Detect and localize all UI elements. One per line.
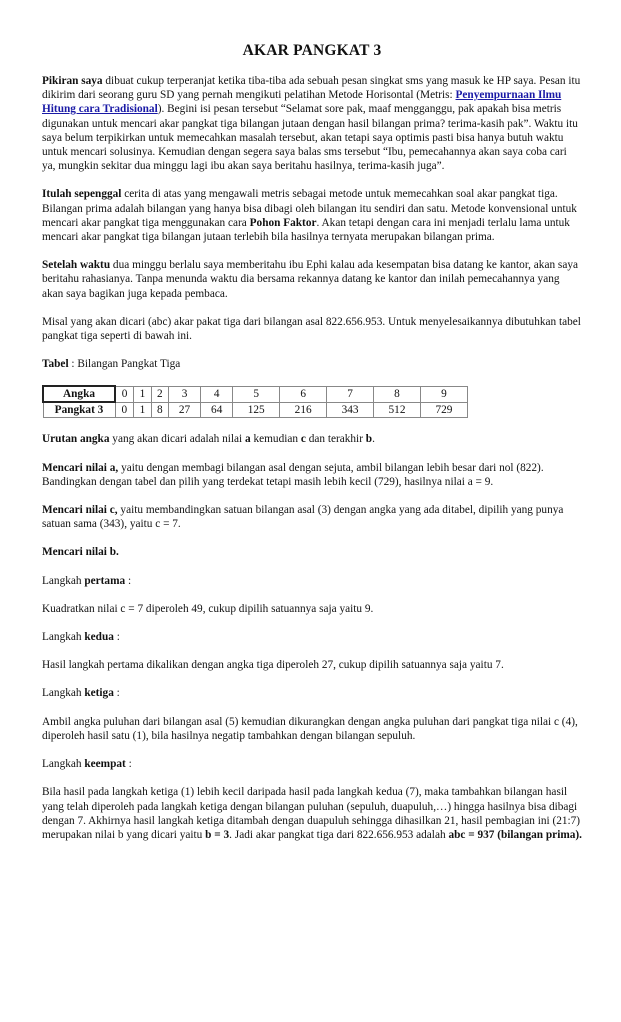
table-cell: 1 bbox=[134, 402, 151, 418]
step-suffix: : bbox=[113, 631, 120, 644]
body-text: cerita di atas yang mengawali metris sebagai metode untuk memecahkan soal akar pangkat tiga. Bilangan prima adalah bilangan yang hanya bisa dibagi oleh bilangan itu sendiri dan satu. Metode konvensional untuk mencari akar pangkat tiga menggunakan cara bbox=[42, 188, 577, 229]
step-suffix: : bbox=[113, 687, 120, 700]
step-prefix: Langkah bbox=[42, 758, 85, 771]
heading-find-b bbox=[42, 545, 582, 559]
lead-text: Mencari nilai c, bbox=[42, 504, 118, 517]
var-a: a bbox=[245, 433, 251, 446]
lead-text: Itulah sepenggal bbox=[42, 188, 122, 201]
table-cell: 7 bbox=[327, 386, 374, 402]
table-cell: 27 bbox=[168, 402, 200, 418]
table-cell: 1 bbox=[134, 386, 151, 402]
row-header-angka: Angka bbox=[43, 386, 115, 402]
bold-term: Pohon Faktor bbox=[249, 216, 317, 229]
table-cell: 216 bbox=[280, 402, 327, 418]
step-name: kedua bbox=[84, 631, 114, 644]
paragraph-order bbox=[42, 432, 582, 446]
var-b: b bbox=[365, 433, 373, 446]
lead-text: Pikiran saya bbox=[42, 75, 103, 87]
var-c: c bbox=[300, 433, 306, 446]
row-header-pangkat: Pangkat 3 bbox=[43, 402, 115, 418]
caption-lead: Tabel bbox=[42, 358, 69, 371]
step2-text: Hasil langkah pertama dikalikan dengan angka tiga diperoleh 27, cukup dipilih satuannya saja yaitu 7. bbox=[42, 659, 504, 672]
step-suffix: : bbox=[125, 574, 132, 587]
table-row-angka bbox=[43, 386, 468, 402]
paragraph-find-a bbox=[42, 461, 582, 489]
step-prefix: Langkah bbox=[42, 574, 85, 587]
table-row-pangkat bbox=[43, 402, 468, 418]
step4-text bbox=[42, 785, 582, 842]
step4-heading bbox=[42, 757, 582, 771]
body-text: ). Begini isi pesan tersebut “Selamat sore pak, maaf mengganggu, pak apakah bisa metris digunakan untuk mencari akar pangkat tiga bilangan jutaan dengan hasil bilangan prima? terima-kasih pak”. Waktu itu saya belum terpikirkan untuk memecahkan masalah tersebut, akan tetapi saya optimis pasti bisa hanya butuh waktu untuk mencari solusinya. Kemudian dengan segera saya balas sms tersebut “Ibu, pemecahannya akan saya coba cari ya, mungkin sekitar dua minggu lagi ibu akan saya beritahu hasilnya, terima-kasih juga”. bbox=[42, 103, 578, 173]
table-caption bbox=[42, 357, 582, 371]
body-text: dibuat cukup terperanjat ketika tiba-tiba ada sebuah pesan singkat sms yang masuk ke HP saya. Pesan itu dikirim dari seorang guru SD yang pernah mengikuti pelatihan Metode Horisontal (Metris: bbox=[42, 75, 581, 102]
document-page bbox=[42, 42, 582, 856]
table-cell: 64 bbox=[201, 402, 233, 418]
table-cell: 8 bbox=[151, 402, 168, 418]
table-cell: 6 bbox=[280, 386, 327, 402]
paragraph-background bbox=[42, 187, 582, 244]
step1-text: Kuadratkan nilai c = 7 diperoleh 49, cukup dipilih satuannya saja yaitu 9. bbox=[42, 602, 374, 615]
table-cell: 0 bbox=[115, 402, 134, 418]
table-cell: 9 bbox=[420, 386, 467, 402]
paragraph-example: Misal yang akan dicari (abc) akar pakat tiga dari bilangan asal 822.656.953. Untuk menyelesaikannya dibutuhkan tabel pangkat tiga seperti di bawah ini. bbox=[42, 315, 581, 343]
body-text: kemudian bbox=[250, 433, 301, 446]
step-suffix: : bbox=[125, 758, 132, 771]
paragraph-intro bbox=[42, 74, 582, 173]
body-text: yaitu dengan membagi bilangan asal dengan sejuta, ambil bilangan lebih besar dari nol (822). Bandingkan dengan tabel dan pilih yang terdekat tetapi masih lebih kecil (729), hasilnya nilai a = 9. bbox=[42, 461, 544, 488]
body-text: dua minggu berlalu saya memberitahu ibu Ephi kalau ada kesempatan bisa datang ke kantor, akan saya beritahu rahasianya. Tanpa menunda waktu dia bersama rekannya datang ke kantor dan inilah pemecahannya yang akan saya bagikan juga kepada pembaca. bbox=[42, 259, 579, 300]
final-result: abc = 937 (bilangan prima). bbox=[448, 828, 582, 841]
table-cell: 3 bbox=[168, 386, 200, 402]
cube-table bbox=[42, 385, 468, 418]
lead-text: Mencari nilai b. bbox=[42, 546, 119, 559]
table-cell: 125 bbox=[233, 402, 280, 418]
lead-text: Setelah waktu bbox=[42, 259, 111, 272]
step-name: pertama bbox=[84, 574, 126, 587]
table-cell: 729 bbox=[420, 402, 467, 418]
table-cell: 343 bbox=[327, 402, 374, 418]
step2-heading bbox=[42, 630, 582, 644]
table-cell: 512 bbox=[374, 402, 421, 418]
metris-link[interactable]: Penyempurnaan Ilmu Hitung cara Tradisional bbox=[42, 89, 562, 116]
body-text: dan terakhir bbox=[305, 433, 366, 446]
lead-text: Mencari nilai a, bbox=[42, 461, 119, 474]
page-title: AKAR PANGKAT 3 bbox=[242, 42, 382, 59]
paragraph-find-c bbox=[42, 503, 582, 531]
body-text: Bila hasil pada langkah ketiga (1) lebih kecil daripada hasil pada langkah kedua (7), maka tambahkan bilangan hasil yang telah diperoleh pada langkah ketiga dengan bilangan puluhan (sepuluh, duapuluh,…) hingga hasilnya bisa dibagi dengan 7. Akhirnya hasil langkah ketiga ditambah dengan duapuluh sehingga dihasilkan 21, hasil pembagian ini (21:7) merupakan nilai b yang dicari yaitu bbox=[42, 786, 581, 841]
table-cell: 8 bbox=[374, 386, 421, 402]
body-text: yang akan dicari adalah nilai bbox=[109, 433, 245, 446]
step-name: ketiga bbox=[84, 687, 114, 700]
step-prefix: Langkah bbox=[42, 687, 85, 700]
paragraph-solution-intro bbox=[42, 258, 582, 301]
body-text: . bbox=[372, 433, 375, 446]
caption-text: : Bilangan Pangkat Tiga bbox=[68, 358, 181, 371]
lead-text: Urutan angka bbox=[42, 433, 110, 446]
table-cell: 2 bbox=[151, 386, 168, 402]
body-text: . Akan tetapi dengan cara ini menjadi terlalu lama untuk mencari akar pangkat tiga bilangan jutaan terlebih bila hasilnya ternyata merupakan bilangan prima. bbox=[42, 216, 570, 244]
step1-heading bbox=[42, 574, 582, 588]
step-name: keempat bbox=[84, 758, 126, 771]
table-cell: 0 bbox=[115, 386, 134, 402]
step3-text: Ambil angka puluhan dari bilangan asal (5) kemudian dikurangkan dengan angka puluhan dari pangkat tiga nilai c (4), diperoleh hasil satu (1), bila hasilnya negatip tambahkan dengan bilangan sepuluh. bbox=[42, 715, 578, 742]
body-text: yaitu membandingkan satuan bilangan asal (3) dengan angka yang ada ditabel, dipilih yang punya satuan sama (343), yaitu c = 7. bbox=[42, 504, 564, 531]
step3-heading bbox=[42, 686, 582, 700]
step-prefix: Langkah bbox=[42, 631, 85, 644]
result-b: b = 3 bbox=[205, 828, 230, 841]
table-cell: 4 bbox=[201, 386, 233, 402]
body-text: . Jadi akar pangkat tiga dari 822.656.953 adalah bbox=[229, 828, 449, 841]
table-cell: 5 bbox=[233, 386, 280, 402]
